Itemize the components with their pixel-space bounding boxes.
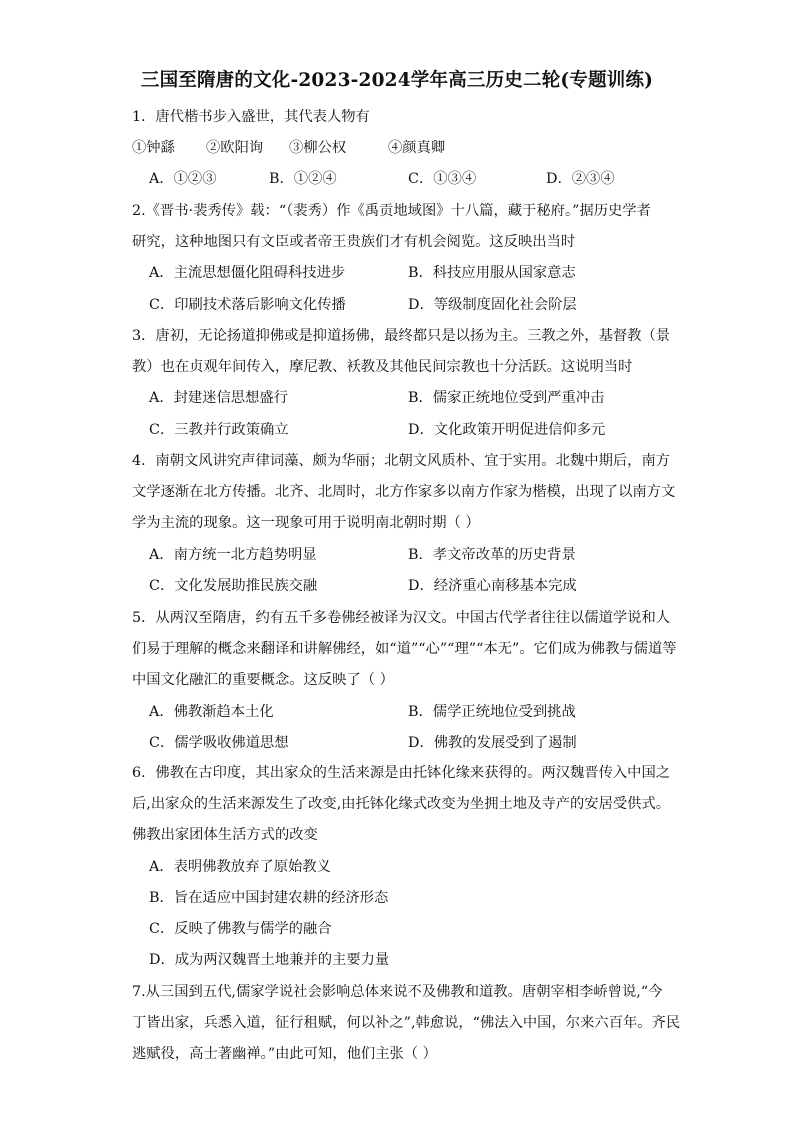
- question-6-stem-line-1: 6．佛教在古印度，其出家众的生活来源是由托钵化缘来获得的。两汉魏晋传入中国之: [132, 765, 671, 781]
- question-7: [132, 977, 681, 1071]
- item-4: ④颜真卿: [388, 140, 446, 157]
- option-c[interactable]: C．印刷技术落后影响文化传播: [149, 296, 346, 313]
- question-3-options-row-1: [132, 383, 672, 414]
- question-3-stem-line-2: 教）也在贞观年间传入，摩尼教、袄教及其他民间宗教也十分活跃。这说明当时: [132, 359, 633, 376]
- option-b[interactable]: B．旨在适应中国封建农耕的经济形态: [149, 889, 389, 906]
- option-c[interactable]: C．三教并行政策确立: [149, 421, 289, 438]
- option-d[interactable]: D．佛教的发展受到了遏制: [408, 734, 577, 751]
- option-d[interactable]: D．成为两汉魏晋土地兼并的主要力量: [149, 952, 390, 969]
- question-6-stem-line-3: 佛教出家团体生活方式的改变: [132, 827, 318, 844]
- question-7-stem-line-3: 逃赋役，高士著幽禅。”由此可知，他们主张（ ）: [132, 1046, 437, 1063]
- option-a[interactable]: A．①②③: [149, 171, 217, 188]
- question-3: [132, 321, 672, 446]
- question-5-options-row-1: [132, 697, 672, 728]
- question-3-stem-line-1: 3．唐初，无论扬道抑佛或是抑道扬佛，最终都只是以扬为主。三教之外，基督教（景: [132, 328, 671, 344]
- option-c[interactable]: C．反映了佛教与儒学的融合: [149, 920, 332, 937]
- option-a[interactable]: A．南方统一北方趋势明显: [149, 546, 317, 563]
- question-4-options-row-1: [132, 540, 672, 571]
- option-a[interactable]: A．佛教渐趋本土化: [149, 703, 274, 720]
- question-4: [132, 446, 676, 602]
- question-4-stem-line-2: 文学逐渐在北方传播。北齐、北周时，北方作家多以南方作家为楷模，出现了以南方文: [132, 484, 676, 501]
- item-2: ②欧阳询: [206, 140, 264, 157]
- question-2: [132, 196, 672, 321]
- question-6: [132, 758, 672, 976]
- option-d[interactable]: D．等级制度固化社会阶层: [408, 296, 577, 313]
- question-5-stem-line-3: 中国文化融汇的重要概念。这反映了（ ）: [132, 672, 394, 689]
- question-1-options: [132, 164, 672, 195]
- question-4-options-row-2: [132, 571, 672, 602]
- option-a[interactable]: A．主流思想僵化阻碍科技进步: [149, 265, 346, 282]
- question-5-stem-line-1: 5．从两汉至隋唐，约有五千多卷佛经被译为汉文。中国古代学者往往以儒道学说和人: [132, 610, 671, 626]
- option-d[interactable]: D．文化政策开明促进信仰多元: [408, 421, 606, 438]
- question-5-stem-line-2: 们易于理解的概念来翻译和讲解佛经，如“道”“心”“理”“本无”。它们成为佛教与儒道等: [132, 641, 677, 658]
- question-1-items: [132, 133, 672, 164]
- option-d[interactable]: D．②③④: [546, 171, 615, 188]
- item-1: ①钟繇: [132, 140, 175, 157]
- question-7-stem-line-2: 丁皆出家，兵悉入道，征行租赋，何以补之”,韩愈说，“佛法入中国，尔来六百年。齐民: [132, 1015, 681, 1032]
- question-2-stem-line-1: 2.《晋书·裴秀传》载：“（裴秀）作《禹贡地域图》十八篇，藏于秘府。”据历史学者: [132, 203, 651, 219]
- question-1: [132, 102, 672, 196]
- option-b[interactable]: B．①②④: [269, 171, 337, 188]
- question-1-stem: 1．唐代楷书步入盛世，其代表人物有: [132, 109, 370, 125]
- question-5: [132, 603, 677, 759]
- option-b[interactable]: B．科技应用服从国家意志: [408, 265, 576, 282]
- document-title: 三国至隋唐的文化-2023-2024学年高三历史二轮(专题训练): [140, 70, 654, 91]
- question-4-stem-line-1: 4．南朝文风讲究声律词藻、颇为华丽；北朝文风质朴、宜于实用。北魏中期后，南方: [132, 453, 671, 469]
- option-a[interactable]: A．表明佛教放弃了原始教义: [149, 858, 331, 875]
- item-3: ③柳公权: [289, 140, 347, 157]
- question-5-options-row-2: [132, 728, 672, 759]
- option-a[interactable]: A．封建迷信思想盛行: [149, 390, 288, 407]
- question-7-stem-line-1: 7.从三国到五代,儒家学说社会影响总体来说不及佛教和道教。唐朝宰相李峤曾说,“今: [132, 984, 663, 1000]
- question-2-options-row-2: [132, 290, 672, 321]
- option-c[interactable]: C．文化发展助推民族交融: [149, 577, 318, 594]
- option-b[interactable]: B．儒学正统地位受到挑战: [408, 703, 576, 720]
- question-6-stem-line-2: 后,出家众的生活来源发生了改变,由托钵化缘式改变为坐拥土地及寺产的安居受供式。: [132, 796, 671, 813]
- question-3-options-row-2: [132, 415, 672, 446]
- option-b[interactable]: B．儒家正统地位受到严重冲击: [408, 390, 605, 407]
- question-4-stem-line-3: 学为主流的现象。这一现象可用于说明南北朝时期（ ）: [132, 515, 480, 532]
- question-2-options-row-1: [132, 258, 672, 289]
- option-d[interactable]: D．经济重心南移基本完成: [408, 577, 577, 594]
- option-c[interactable]: C．①③④: [408, 171, 477, 188]
- option-b[interactable]: B．孝文帝改革的历史背景: [408, 546, 576, 563]
- question-2-stem-line-2: 研究，这种地图只有文臣或者帝王贵族们才有机会阅览。这反映出当时: [132, 234, 576, 251]
- option-c[interactable]: C．儒学吸收佛道思想: [149, 734, 289, 751]
